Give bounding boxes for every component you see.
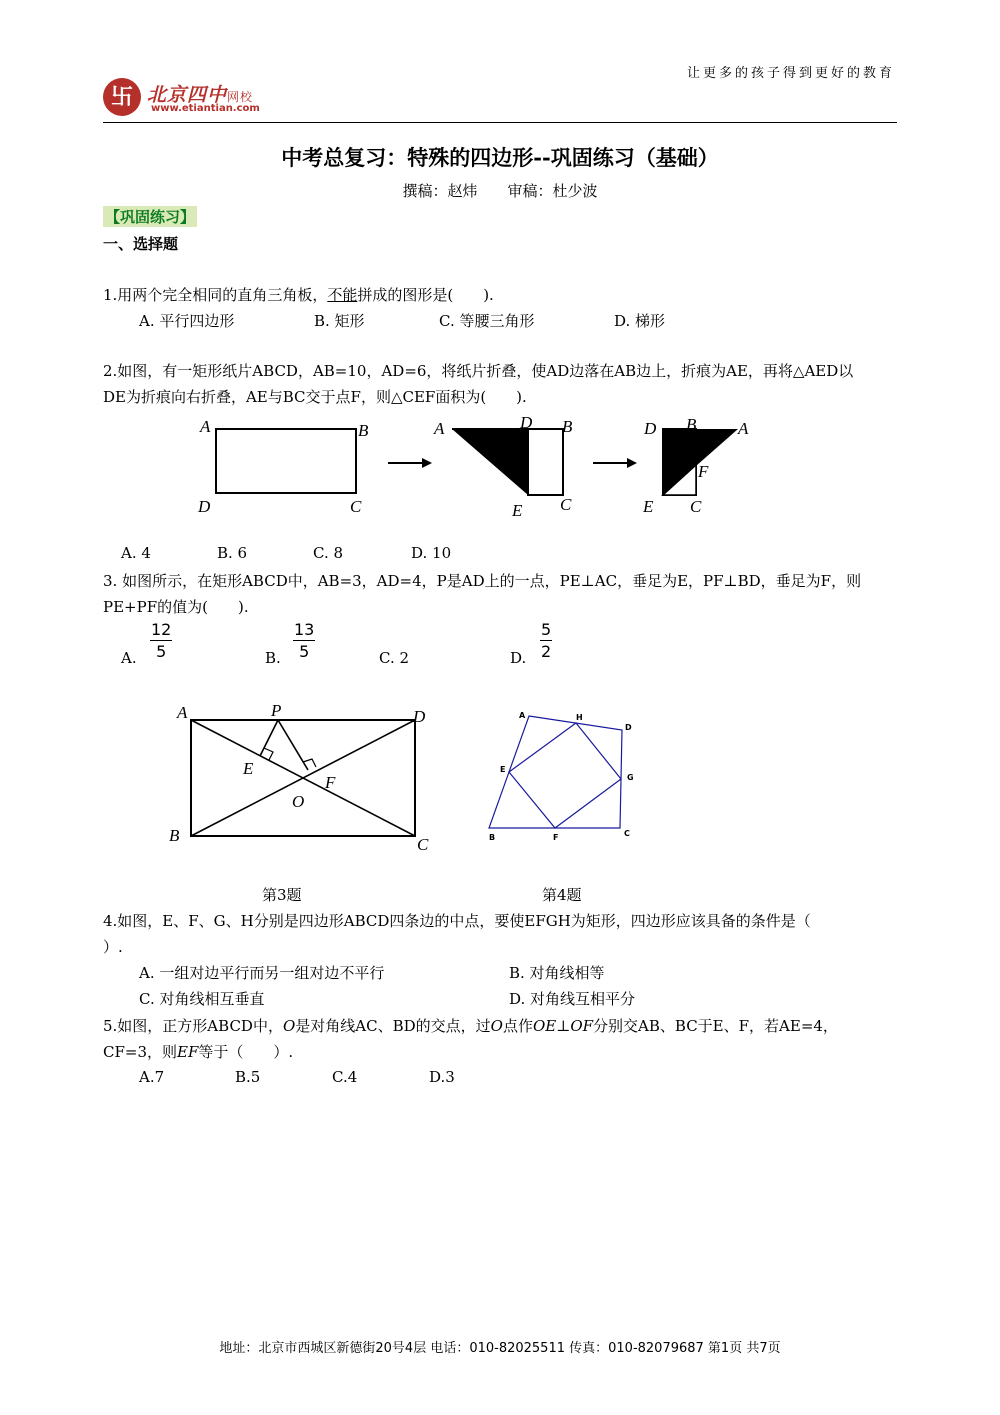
q3-option-d-label: D. [510, 649, 527, 667]
q3-option-c: C. 2 [379, 649, 410, 667]
q4-label-f: F [553, 833, 559, 842]
q3-b-num: 13 [294, 620, 315, 639]
q2-f3-c: C [690, 497, 702, 516]
q2-arrow2-head [627, 458, 637, 468]
section-label: 【巩固练习】 [105, 208, 196, 226]
q2-f2-b: B [562, 417, 573, 436]
q1-text: 1.用两个完全相同的直角三角板，不能拼成的图形是( ). [103, 286, 494, 304]
q4-line1: 4.如图，E、F、G、H分别是四边形ABCD四条边的中点，要使EFGH为矩形，四边形应该具备的条件是（ [103, 912, 811, 930]
q2-f2-a: A [434, 419, 445, 438]
q2-rect2 [528, 429, 563, 495]
q3-label-a: A [177, 703, 188, 722]
q3-label-o: O [292, 792, 305, 811]
q3-caption: 第3题 [262, 886, 302, 904]
q2-f3-f: F [698, 462, 709, 481]
q3-option-a-label: A. [121, 649, 137, 667]
q2-rect1 [216, 429, 356, 493]
q3-label-c: C [417, 835, 429, 854]
q3-d-den: 2 [541, 642, 552, 661]
q2-f3-e: E [643, 497, 654, 516]
q5-option-c: C.4 [332, 1068, 358, 1086]
q2-option-d: D. 10 [411, 544, 452, 562]
q4-option-b: B. 对角线相等 [509, 964, 605, 982]
q2-f3-d: D [644, 419, 657, 438]
authors: 撰稿：赵炜 审稿：杜少波 [402, 182, 598, 200]
logo-url: www.etiantian.com [151, 103, 260, 114]
header-rule [103, 122, 897, 123]
q5-option-d: D.3 [429, 1068, 455, 1086]
q2-f2-c: C [560, 495, 572, 514]
q3-pf [278, 720, 308, 770]
q4-label-d: D [625, 723, 632, 732]
q2-f3-a: A [738, 419, 749, 438]
q3-label-b: B [169, 826, 180, 845]
q3-a-num: 12 [151, 620, 172, 639]
q3-option-d-fraction [540, 620, 552, 663]
q2-line1: 2.如图，有一矩形纸片ABCD，AB=10，AD=6，将纸片折叠，使AD边落在AB边上，折痕为AE，再将△AED以 [103, 362, 854, 380]
q4-label-a: A [519, 711, 526, 720]
q2-option-a: A. 4 [121, 544, 151, 562]
q4-line2: ）. [103, 938, 123, 956]
logo-emblem: 卐 [103, 78, 141, 116]
q4-option-c: C. 对角线相互垂直 [139, 990, 265, 1008]
q4-label-b: B [489, 833, 496, 842]
q4-caption: 第4题 [542, 886, 582, 904]
q2-f3-b: B [686, 415, 697, 434]
q2-f1-a: A [200, 417, 211, 436]
q3-figure [165, 698, 445, 858]
q3-label-p: P [271, 701, 282, 720]
q3-a-den: 5 [156, 642, 167, 661]
q2-f1-c: C [350, 497, 362, 516]
q2-f2-e: E [512, 501, 523, 520]
q3-option-b-label: B. [265, 649, 281, 667]
q1-option-a: A. 平行四边形 [139, 312, 235, 330]
q2-f2-d: D [520, 413, 533, 432]
q4-label-c: C [624, 829, 630, 838]
q4-efgh [509, 723, 621, 828]
logo [103, 76, 283, 118]
q5-option-b: B.5 [235, 1068, 261, 1086]
q3-label-d: D [413, 707, 426, 726]
q4-option-d: D. 对角线互相平分 [509, 990, 636, 1008]
q5-line1: 5.如图，正方形ABCD中，O是对角线AC、BD的交点，过O点作OE⊥OF分别交AB、BC于E、F，若AE=4， [103, 1017, 838, 1035]
part-heading: 一、选择题 [103, 235, 179, 253]
q3-b-den: 5 [299, 642, 310, 661]
q1-option-b: B. 矩形 [314, 312, 365, 330]
q3-option-b-fraction [293, 620, 315, 663]
q4-label-g: G [627, 773, 634, 782]
q5-line2: CF=3，则EF等于（ ）. [103, 1043, 294, 1061]
q4-figure [482, 706, 642, 846]
q1-option-c: C. 等腰三角形 [439, 312, 535, 330]
q3-line2: PE+PF的值为( ). [103, 598, 249, 616]
q3-label-f: F [325, 773, 336, 792]
q2-arrow1-head [422, 458, 432, 468]
q4-label-e: E [500, 765, 506, 774]
q3-label-e: E [243, 759, 254, 778]
q5-option-a: A.7 [139, 1068, 165, 1086]
q1-option-d: D. 梯形 [614, 312, 666, 330]
q2-figure [180, 412, 780, 522]
q2-line2: DE为折痕向右折叠，AE与BC交于点F，则△CEF面积为( ). [103, 388, 527, 406]
q3-line1: 3. 如图所示，在矩形ABCD中，AB=3，AD=4，P是AD上的一点，PE⊥AC，垂足为E，PF⊥BD，垂足为F，则 [103, 572, 862, 590]
slogan: 让更多的孩子得到更好的教育 [686, 66, 895, 81]
q4-label-h: H [576, 713, 583, 722]
logo-name: 北京四中网校 [147, 84, 254, 106]
q2-f1-b: B [358, 421, 369, 440]
q2-option-b: B. 6 [217, 544, 248, 562]
q2-option-c: C. 8 [313, 544, 344, 562]
q3-option-a-fraction [150, 620, 172, 663]
page-footer: 地址：北京市西城区新德街20号4层 电话：010-82025511 传真：010-82079687 第1页 共7页 [219, 1341, 781, 1356]
q4-option-a: A. 一组对边平行而另一组对边不平行 [139, 964, 385, 982]
page-title: 中考总复习：特殊的四边形--巩固练习（基础） [281, 145, 719, 170]
q2-f1-d: D [198, 497, 211, 516]
q3-d-num: 5 [541, 620, 552, 639]
q2-fold-triangle [452, 429, 528, 495]
